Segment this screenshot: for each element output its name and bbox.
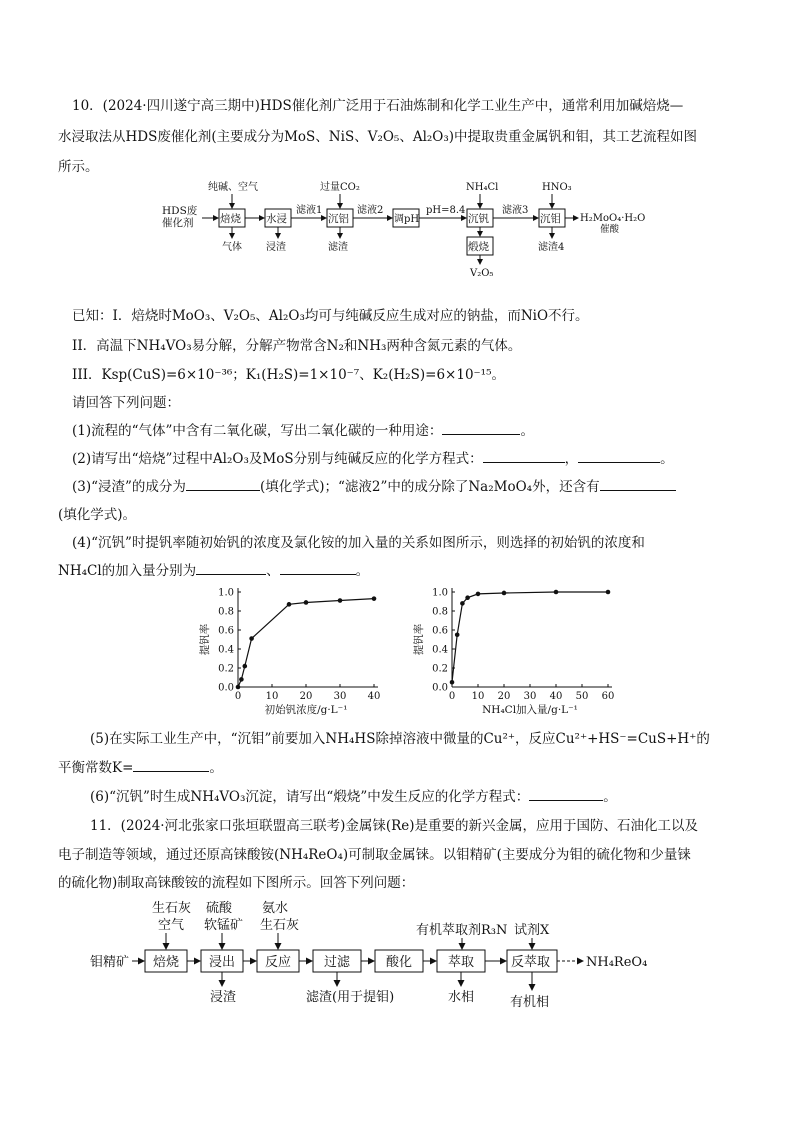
q10-intro-line1: 10．(2024·四川遂宁高三期中)HDS催化剂广泛用于石油炼制和化学工业生产中，通常利用加碱焙烧— bbox=[72, 98, 684, 114]
q10-part5-blank[interactable] bbox=[133, 758, 209, 772]
data-point bbox=[287, 602, 292, 607]
flow10-input-nh4cl: NH₄Cl bbox=[466, 182, 499, 193]
data-point bbox=[455, 632, 460, 637]
chart-vanadium-concentration bbox=[196, 582, 396, 722]
flow10-link-filtrate1: 滤液1 bbox=[296, 205, 323, 216]
q10-part3-text-a: (3)“浸渣”的成分为 bbox=[72, 479, 186, 495]
data-point bbox=[450, 680, 455, 685]
q10-intro-line3: 所示。 bbox=[58, 159, 99, 175]
data-point bbox=[606, 590, 611, 595]
flow10-step-leach: 水浸 bbox=[266, 213, 287, 225]
flow11-step-leach: 浸出 bbox=[209, 955, 236, 970]
flow10-output-gas: 气体 bbox=[222, 242, 242, 253]
q10-part2-end: 。 bbox=[660, 451, 674, 467]
q10-part6-end: 。 bbox=[603, 789, 617, 805]
x-axis-label: NH₄Cl加入量/g·L⁻¹ bbox=[482, 704, 578, 716]
flow11-input-lime2: 生石灰 bbox=[260, 918, 300, 933]
q10-ask: 请回答下列问题： bbox=[72, 395, 180, 411]
q10-part2 bbox=[72, 449, 674, 469]
x-axis-label: 初始钒浓度/g·L⁻¹ bbox=[264, 704, 348, 716]
flow11-input-lime: 生石灰 bbox=[152, 901, 192, 916]
y-tick-label: 0.2 bbox=[218, 663, 234, 675]
y-tick-label: 0.8 bbox=[218, 606, 234, 618]
x-tick-label: 40 bbox=[367, 691, 381, 702]
flow10-link-filtrate3: 滤液3 bbox=[502, 205, 529, 216]
flow10-start-label: HDS废 bbox=[162, 205, 198, 217]
q10-part3-line2: (填化学式)。 bbox=[58, 507, 137, 523]
flow11-step-roast: 焙烧 bbox=[153, 955, 180, 970]
flow11-input-acid: 硫酸 bbox=[206, 901, 233, 916]
x-tick-label: 30 bbox=[333, 691, 347, 702]
q10-intro-line2: 水浸取法从HDS废催化剂(主要成分为MoS、NiS、V₂O₅、Al₂O₃)中提取贵重金属钒和钼，其工艺流程如图 bbox=[58, 129, 698, 145]
q10-part4-dun: 、 bbox=[266, 563, 280, 579]
data-point bbox=[502, 591, 507, 596]
q11-intro-line1: 11．(2024·河北张家口张垣联盟高三联考)金属铼(Re)是重要的新兴金属，应用于国防、石油化工以及 bbox=[90, 818, 699, 834]
flow11-output-residue: 浸渣 bbox=[210, 990, 237, 1005]
y-axis-label: 提钒率 bbox=[413, 623, 425, 656]
flow11-step-extract: 萃取 bbox=[448, 955, 475, 970]
q10-part4-blank1[interactable] bbox=[196, 561, 266, 575]
flow10-output-filter4: 滤渣4 bbox=[538, 242, 565, 253]
flow10-step-ph: 调pH bbox=[394, 214, 420, 225]
q10-part4-line2 bbox=[58, 561, 369, 581]
data-point bbox=[460, 601, 465, 606]
y-tick-label: 0.6 bbox=[432, 625, 448, 637]
q10-part5-end: 。 bbox=[209, 760, 223, 776]
data-point bbox=[304, 600, 309, 605]
y-tick-label: 0.8 bbox=[432, 606, 448, 618]
x-tick-label: 10 bbox=[471, 691, 485, 702]
x-tick-label: 40 bbox=[549, 691, 563, 702]
data-point bbox=[239, 677, 244, 682]
flow11-input-air: 空气 bbox=[158, 918, 185, 933]
y-tick-label: 0.2 bbox=[432, 663, 448, 675]
flow10-input-co2: 过量CO₂ bbox=[320, 182, 360, 193]
flow10-output-filter: 滤渣 bbox=[328, 242, 348, 253]
flow11-input-x: 试剂X bbox=[514, 923, 550, 938]
x-tick-label: 20 bbox=[299, 691, 313, 702]
q10-part4: (4)“沉钒”时提钒率随初始钒的浓度及氯化铵的加入量的关系如图所示，则选择的初始钒的浓度和 bbox=[72, 535, 645, 551]
x-tick-label: 30 bbox=[523, 691, 537, 702]
flow10-input-hno3: HNO₃ bbox=[542, 182, 572, 193]
q10-part2-text: (2)请写出“焙烧”过程中Al₂O₃及MoS分别与纯碱反应的化学方程式： bbox=[72, 451, 483, 467]
x-tick-label: 20 bbox=[497, 691, 511, 702]
q10-part6-text: (6)“沉钒”时生成NH₄VO₃沉淀，请写出“煅烧”中发生反应的化学方程式： bbox=[90, 789, 530, 805]
x-tick-label: 0 bbox=[234, 691, 242, 702]
flow11-start: 钼精矿 bbox=[90, 955, 130, 970]
chart-nh4cl-amount bbox=[410, 582, 630, 722]
q10-part4-end: 。 bbox=[355, 563, 370, 579]
flow11-step-back-extract: 反萃取 bbox=[511, 955, 551, 970]
data-point bbox=[243, 664, 248, 669]
q10-part4-blank2[interactable] bbox=[280, 561, 356, 575]
y-tick-label: 0.0 bbox=[218, 682, 234, 694]
flow10-product2: 催酸 bbox=[600, 224, 620, 235]
x-tick-label: 60 bbox=[601, 691, 615, 702]
data-point bbox=[338, 598, 343, 603]
flow10-step-calcine: 煅烧 bbox=[468, 241, 489, 253]
data-point bbox=[476, 592, 481, 597]
data-point bbox=[236, 685, 241, 690]
q10-part4-text-b: NH₄Cl的加入量分别为 bbox=[58, 563, 197, 579]
flow11-output-water: 水相 bbox=[448, 990, 475, 1005]
series-line bbox=[238, 599, 374, 687]
flow10-step-mo: 沉钼 bbox=[540, 213, 561, 225]
x-tick-label: 0 bbox=[448, 691, 456, 702]
flow11-output-filter: 滤渣(用于提钼) bbox=[306, 990, 395, 1005]
series-line bbox=[452, 592, 608, 682]
q10-part5-line2 bbox=[58, 758, 223, 778]
data-point bbox=[554, 590, 559, 595]
y-axis-label: 提钒率 bbox=[199, 623, 211, 656]
y-tick-label: 0.0 bbox=[432, 682, 448, 694]
q10-part1-text: (1)流程的“气体”中含有二氧化碳，写出二氧化碳的一种用途： bbox=[72, 423, 443, 439]
data-point bbox=[465, 595, 470, 600]
q11-flowchart bbox=[90, 898, 710, 1018]
flow10-output-residue: 浸渣 bbox=[266, 242, 286, 253]
q10-part6-blank[interactable] bbox=[529, 787, 603, 801]
q10-part3-text-b: (填化学式)；“滤液2”中的成分除了Na₂MoO₄外，还含有 bbox=[259, 479, 600, 495]
flow10-input-soda: 纯碱、空气 bbox=[208, 182, 258, 193]
flow10-start-label2: 催化剂 bbox=[162, 217, 194, 229]
q10-part5: (5)在实际工业生产中，“沉钼”前要加入NH₄HS除掉溶液中微量的Cu²⁺，反应Cu²⁺+HS⁻=CuS+H⁺的 bbox=[90, 731, 710, 747]
flow11-input-extractant: 有机萃取剂R₃N bbox=[416, 923, 508, 938]
flow10-product: H₂MoO₄·H₂O bbox=[580, 213, 646, 224]
q10-part3-blank2[interactable] bbox=[600, 477, 676, 491]
x-tick-label: 50 bbox=[575, 691, 589, 702]
flow11-input-mn: 软锰矿 bbox=[204, 918, 244, 933]
q10-part6 bbox=[90, 787, 617, 807]
y-tick-label: 0.4 bbox=[218, 644, 234, 656]
flow10-step-v: 沉钒 bbox=[468, 213, 489, 225]
q11-intro-line3: 的硫化物)制取高铼酸铵的流程如下图所示。回答下列问题： bbox=[58, 875, 415, 891]
x-tick-label: 10 bbox=[265, 691, 279, 702]
data-point bbox=[372, 596, 377, 601]
q10-part2-blank2[interactable] bbox=[578, 449, 660, 463]
flow10-v2o5: V₂O₅ bbox=[470, 268, 494, 279]
q10-part5-text-b: 平衡常数K= bbox=[58, 760, 134, 776]
q10-part2-comma: ， bbox=[564, 451, 579, 467]
flow11-step-acid: 酸化 bbox=[386, 955, 413, 970]
flow11-input-ammonia: 氨水 bbox=[262, 901, 289, 916]
q10-part1-blank[interactable] bbox=[442, 421, 520, 435]
y-tick-label: 1.0 bbox=[218, 587, 234, 599]
flow11-step-filter: 过滤 bbox=[324, 955, 351, 970]
flow10-step-roast: 焙烧 bbox=[220, 213, 241, 225]
y-tick-label: 0.4 bbox=[432, 644, 448, 656]
q10-part2-blank1[interactable] bbox=[483, 449, 565, 463]
flow10-link-filtrate2: 滤液2 bbox=[357, 205, 384, 216]
q10-flowchart bbox=[160, 180, 720, 280]
q10-known3: III．Ksp(CuS)=6×10⁻³⁶；K₁(H₂S)=1×10⁻⁷、K₂(H₂S)=6×10⁻¹⁵。 bbox=[72, 367, 505, 383]
q10-part1 bbox=[72, 421, 534, 441]
flow10-link-ph: pH=8.4 bbox=[426, 205, 466, 216]
q10-known2: II．高温下NH₄VO₃易分解，分解产物常含N₂和NH₃两种含氮元素的气体。 bbox=[72, 338, 522, 354]
data-point bbox=[249, 636, 254, 641]
q10-part3-blank1[interactable] bbox=[186, 477, 260, 491]
y-tick-label: 1.0 bbox=[432, 587, 448, 599]
y-tick-label: 0.6 bbox=[218, 625, 234, 637]
q10-known1: 已知：I．焙烧时MoO₃、V₂O₅、Al₂O₃均可与纯碱反应生成对应的钠盐，而NiO不行。 bbox=[72, 308, 589, 324]
flow10-step-al: 沉铝 bbox=[328, 213, 349, 225]
q10-part3 bbox=[72, 477, 676, 497]
flow11-output-organic: 有机相 bbox=[510, 995, 550, 1010]
q10-part1-end: 。 bbox=[520, 423, 534, 439]
flow11-product: NH₄ReO₄ bbox=[586, 955, 648, 970]
q11-intro-line2: 电子制造等领域，通过还原高铼酸铵(NH₄ReO₄)可制取金属铼。以钼精矿(主要成分为钼的硫化物和少量铼 bbox=[58, 847, 691, 863]
flow11-step-react: 反应 bbox=[265, 955, 292, 970]
